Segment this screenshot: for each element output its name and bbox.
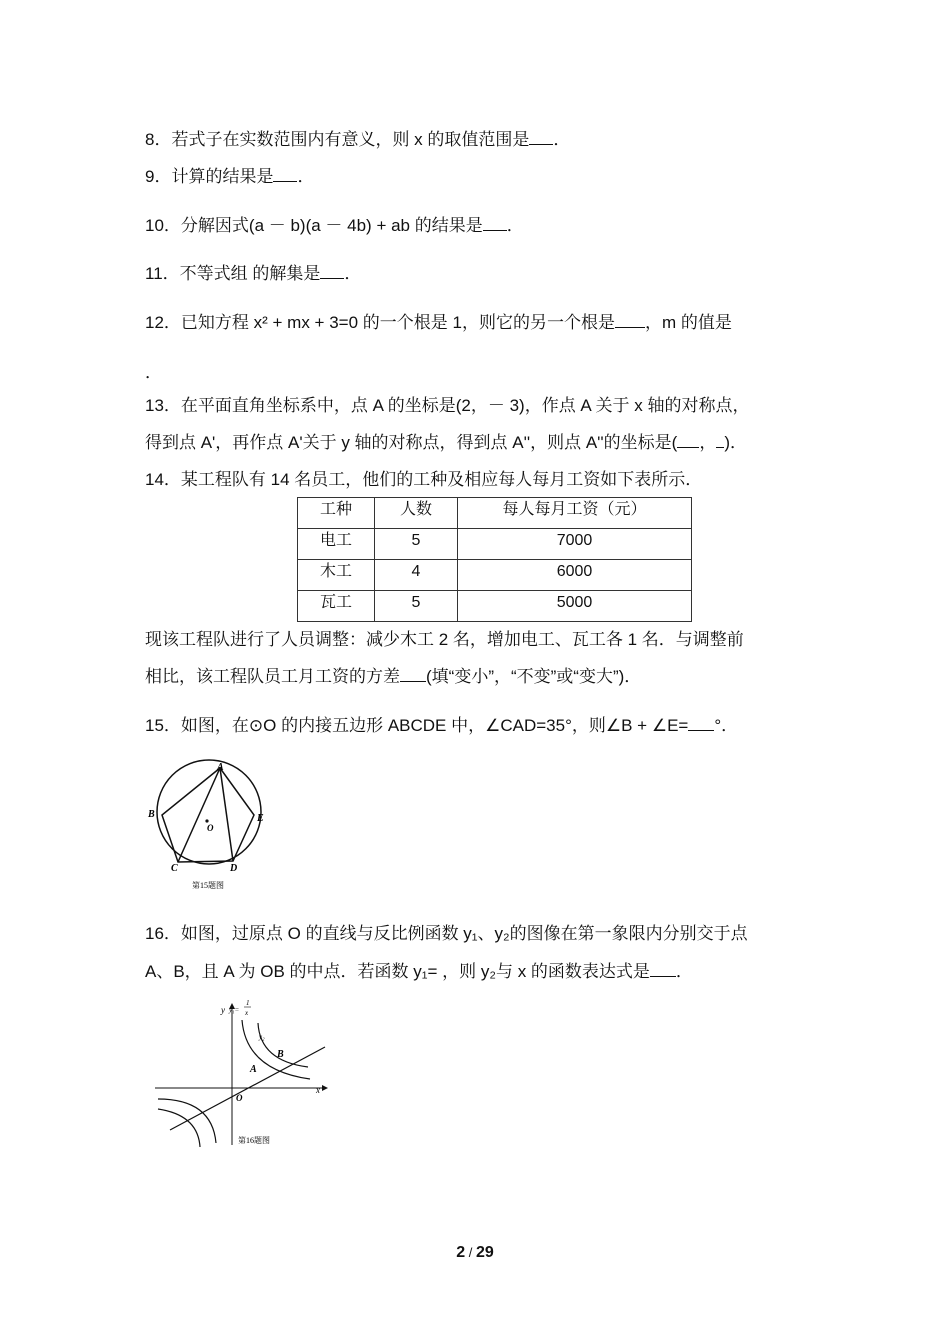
y1-numerator: 1 xyxy=(246,999,250,1007)
table-header-cell: 人数 xyxy=(399,501,432,518)
label-b: B xyxy=(148,809,155,820)
pentagon-abcde xyxy=(162,768,254,862)
table-cell: 电工 xyxy=(319,532,352,549)
question-16-line1: 16．如图，过原点 O 的直线与反比例函数 y₁、y₂的图像在第一象限内分别交于点 xyxy=(145,924,748,943)
table-cell: 瓦工 xyxy=(319,594,352,611)
table-cell: 5000 xyxy=(556,594,593,611)
answer-blank xyxy=(529,130,553,145)
table-row xyxy=(298,591,692,622)
figure-15-inscribed-pentagon xyxy=(140,755,280,895)
wage-table xyxy=(297,497,692,622)
figure-caption: 第16题图 xyxy=(238,1136,270,1145)
question-13-line2: 得到点 A'，再作点 A'关于 y 轴的对称点，得到点 A''，则点 A''的坐标是( ， )． xyxy=(145,433,747,452)
table-row xyxy=(298,529,692,560)
question-15: 15．如图，在⊙O 的内接五边形 ABCDE 中，∠CAD=35°，则∠B + ∠E= °． xyxy=(145,716,739,735)
answer-blank xyxy=(650,962,676,977)
question-12-end: ． xyxy=(145,363,162,382)
y-axis-label: y xyxy=(221,1005,225,1015)
table-cell: 7000 xyxy=(556,532,593,549)
answer-blank xyxy=(677,433,699,448)
question-13-line1: 13．在平面直角坐标系中，点 A 的坐标是(2，－ 3)，作点 A 关于 x 轴的对称点， xyxy=(145,396,750,415)
question-11: 11．不等式组 的解集是 ． xyxy=(145,264,362,283)
y2-label: y₂ xyxy=(259,1033,265,1041)
question-14-after1: 现该工程队进行了人员调整：减少木工 2 名，增加电工、瓦工各 1 名．与调整前 xyxy=(145,630,744,649)
table-row xyxy=(298,560,692,591)
question-14-intro: 14．某工程队有 14 名员工，他们的工种及相应每人每月工资如下表所示． xyxy=(145,470,703,489)
answer-blank xyxy=(688,716,714,731)
y1-denominator: x xyxy=(245,1009,249,1017)
curve-y2-q3 xyxy=(158,1109,200,1147)
figure-caption: 第15题图 xyxy=(192,881,224,890)
question-12: 12．已知方程 x² + mx + 3=0 的一个根是 1，则它的另一个根是 ，m 的值是 xyxy=(145,313,732,332)
table-cell: 6000 xyxy=(556,563,593,580)
figure-16-graph xyxy=(150,995,340,1150)
label-e: E xyxy=(257,813,264,824)
x-axis-arrow xyxy=(322,1085,328,1091)
question-8: 8．若式子在实数范围内有意义，则 x 的取值范围是 ． xyxy=(145,130,571,149)
table-header-cell: 每人每月工资（元） xyxy=(502,501,647,518)
segment-ac xyxy=(178,768,220,862)
y1-label: y₁= xyxy=(229,1006,240,1014)
answer-blank xyxy=(273,167,297,182)
question-10: 10．分解因式(a － b)(a － 4b) + ab 的结果是 ． xyxy=(145,216,524,235)
table-cell: 4 xyxy=(411,563,421,580)
question-14-after2: 相比，该工程队员工月工资的方差 (填“变小”，“不变”或“变大”)． xyxy=(145,667,642,686)
question-16-line2: A、B，且 A 为 OB 的中点．若函数 y₁= ，则 y₂与 x 的函数表达式是 ． xyxy=(145,962,693,981)
label-d: D xyxy=(230,863,238,874)
label-a: A xyxy=(250,1064,257,1075)
segment-ad xyxy=(220,768,233,861)
table-header-cell: 工种 xyxy=(319,501,352,518)
x-axis-label: x xyxy=(316,1085,320,1095)
answer-blank xyxy=(320,264,344,279)
label-o: O xyxy=(236,1093,243,1103)
table-cell: 5 xyxy=(411,594,421,611)
answer-blank xyxy=(615,313,645,328)
label-b: B xyxy=(277,1049,284,1060)
table-header-row xyxy=(298,498,692,529)
answer-blank xyxy=(483,216,507,231)
label-o: O xyxy=(207,823,214,833)
table-cell: 5 xyxy=(411,532,421,549)
label-c: C xyxy=(171,863,178,874)
page-number: 2 / 29 xyxy=(456,1244,494,1261)
question-9: 9．计算的结果是 ． xyxy=(145,167,315,186)
table-cell: 木工 xyxy=(319,563,352,580)
answer-blank xyxy=(400,667,426,682)
label-a: A xyxy=(217,762,224,773)
